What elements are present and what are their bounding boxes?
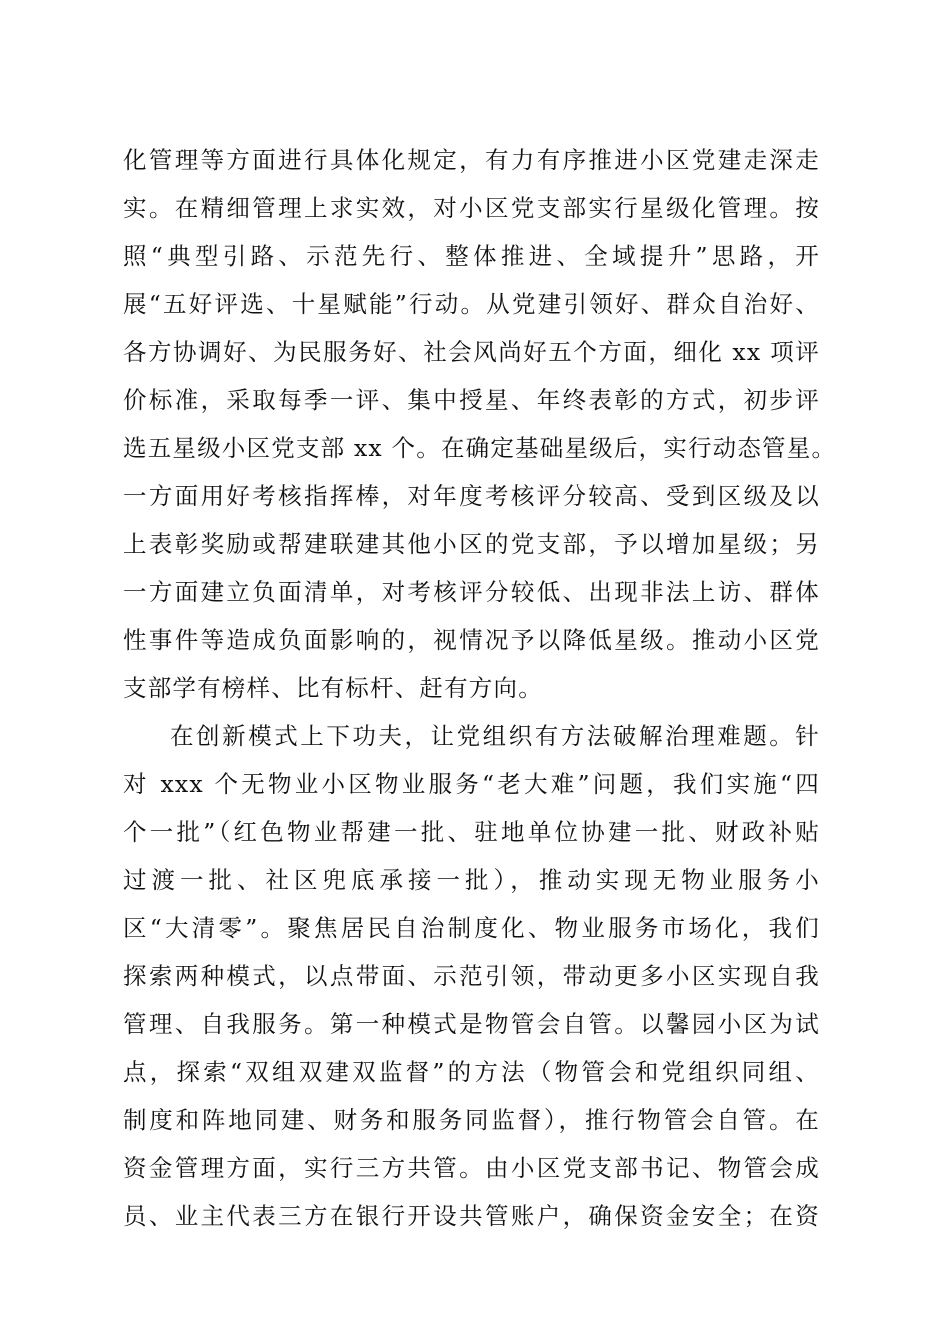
text-line: 选五星级小区党支部 xx 个。在确定基础星级后，实行动态管星。 (123, 434, 837, 462)
text-line: 化管理等方面进行具体化规定，有力有序推进小区党建走深走 (123, 146, 820, 174)
text-line: 过渡一批、社区兜底承接一批），推动实现无物业服务小 (123, 866, 820, 894)
text-line: 支部学有榜样、比有标杆、赶有方向。 (123, 674, 543, 702)
text-line: 员、业主代表三方在银行开设共管账户，确保资金安全；在资 (123, 1202, 820, 1230)
text-line: 上表彰奖励或帮建联建其他小区的党支部，予以增加星级；另 (123, 530, 820, 558)
text-line: 照“典型引路、示范先行、整体推进、全域提升”思路，开 (123, 242, 820, 270)
paragraph-first-line: 在创新模式上下功夫，让党组织有方法破解治理难题。针 (170, 722, 820, 750)
text-line: 展“五好评选、十星赋能”行动。从党建引领好、群众自治好、 (123, 290, 820, 318)
text-line: 对 xxx 个无物业小区物业服务“老大难”问题，我们实施“四 (123, 770, 820, 798)
text-line: 个一批”（红色物业帮建一批、驻地单位协建一批、财政补贴 (123, 818, 820, 846)
text-line: 一方面建立负面清单，对考核评分较低、出现非法上访、群体 (123, 578, 820, 606)
text-line: 管理、自我服务。第一种模式是物管会自管。以馨园小区为试 (123, 1010, 820, 1038)
text-line: 资金管理方面，实行三方共管。由小区党支部书记、物管会成 (123, 1154, 820, 1182)
text-line: 各方协调好、为民服务好、社会风尚好五个方面，细化 xx 项评 (123, 338, 820, 366)
text-line: 制度和阵地同建、财务和服务同监督），推行物管会自管。在 (123, 1106, 820, 1134)
text-line: 点，探索“双组双建双监督”的方法（物管会和党组织同组、 (123, 1058, 820, 1086)
text-line: 探索两种模式，以点带面、示范引领，带动更多小区实现自我 (123, 962, 820, 990)
text-line: 区“大清零”。聚焦居民自治制度化、物业服务市场化，我们 (123, 914, 820, 942)
text-line: 价标准，采取每季一评、集中授星、年终表彰的方式，初步评 (123, 386, 820, 414)
text-line: 实。在精细管理上求实效，对小区党支部实行星级化管理。按 (123, 194, 820, 222)
text-line: 性事件等造成负面影响的，视情况予以降低星级。推动小区党 (123, 626, 820, 654)
text-line: 一方面用好考核指挥棒，对年度考核评分较高、受到区级及以 (123, 482, 820, 510)
